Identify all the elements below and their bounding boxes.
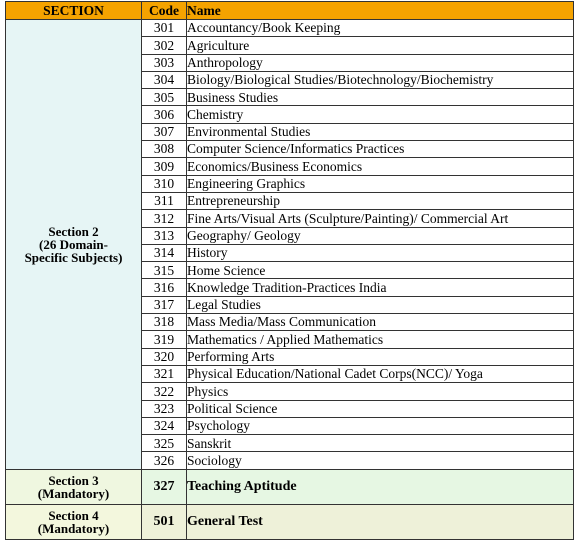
section-3-line2: (Mandatory) [37, 485, 110, 501]
subject-code: 304 [142, 71, 187, 88]
table-row [6, 20, 574, 37]
subject-name: Computer Science/Informatics Practices [187, 141, 574, 158]
subjects-table [5, 1, 574, 540]
table-row [6, 504, 574, 539]
subject-code: 321 [142, 365, 187, 382]
header-row [6, 2, 574, 20]
subject-code: 311 [142, 192, 187, 209]
header-code: Code [142, 2, 187, 20]
subject-code: 308 [142, 141, 187, 158]
subject-name: Environmental Studies [187, 123, 574, 140]
subject-code: 314 [142, 244, 187, 261]
subject-name: Engineering Graphics [187, 175, 574, 192]
subject-code: 310 [142, 175, 187, 192]
subject-name: Accountancy/Book Keeping [187, 20, 574, 37]
subject-name: Legal Studies [187, 296, 574, 313]
subject-name: Geography/ Geology [187, 227, 574, 244]
subject-name: Business Studies [187, 89, 574, 106]
section-2-label [6, 20, 142, 470]
subject-code: 322 [142, 383, 187, 400]
subject-name: Psychology [187, 417, 574, 434]
subject-code: 325 [142, 435, 187, 452]
subject-code: 320 [142, 348, 187, 365]
subject-code: 313 [142, 227, 187, 244]
subject-name: Political Science [187, 400, 574, 417]
subject-name: History [187, 244, 574, 261]
subject-name: Agriculture [187, 37, 574, 54]
subject-code: 312 [142, 210, 187, 227]
subject-code: 316 [142, 279, 187, 296]
subject-name: Mathematics / Applied Mathematics [187, 331, 574, 348]
section-3-label [6, 469, 142, 504]
subject-code: 309 [142, 158, 187, 175]
subject-name: Economics/Business Economics [187, 158, 574, 175]
subject-code: 307 [142, 123, 187, 140]
table-row [6, 469, 574, 504]
subject-code: 303 [142, 54, 187, 71]
subject-name: Sociology [187, 452, 574, 469]
subject-name: General Test [187, 504, 574, 539]
subject-code: 323 [142, 400, 187, 417]
header-name: Name [187, 2, 574, 20]
subject-code: 327 [142, 469, 187, 504]
subject-code: 318 [142, 314, 187, 331]
table-body [6, 20, 574, 540]
subject-name: Teaching Aptitude [187, 469, 574, 504]
subject-code: 305 [142, 89, 187, 106]
subject-name: Biology/Biological Studies/Biotechnology/Biochemistry [187, 71, 574, 88]
section-2-line1: Section 2 [48, 223, 99, 239]
subject-name: Performing Arts [187, 348, 574, 365]
subject-code: 324 [142, 417, 187, 434]
section-2-line3: Specific Subjects) [24, 249, 123, 265]
subject-code: 326 [142, 452, 187, 469]
subject-name: Mass Media/Mass Communication [187, 314, 574, 331]
subject-name: Fine Arts/Visual Arts (Sculpture/Painting)/ Commercial Art [187, 210, 574, 227]
section-3-line1: Section 3 [48, 472, 99, 488]
subject-code: 317 [142, 296, 187, 313]
header-section: SECTION [6, 2, 142, 20]
subject-code: 319 [142, 331, 187, 348]
subject-name: Physical Education/National Cadet Corps(NCC)/ Yoga [187, 365, 574, 382]
subject-code: 302 [142, 37, 187, 54]
subject-code: 306 [142, 106, 187, 123]
subject-name: Knowledge Tradition-Practices India [187, 279, 574, 296]
subject-code: 301 [142, 20, 187, 37]
subject-name: Chemistry [187, 106, 574, 123]
section-4-label [6, 504, 142, 539]
subject-name: Physics [187, 383, 574, 400]
subject-name: Anthropology [187, 54, 574, 71]
subject-code: 501 [142, 504, 187, 539]
subject-name: Sanskrit [187, 435, 574, 452]
section-4-line2: (Mandatory) [37, 520, 110, 536]
subject-name: Home Science [187, 262, 574, 279]
subject-code: 315 [142, 262, 187, 279]
subject-name: Entrepreneurship [187, 192, 574, 209]
section-2-line2: (26 Domain- [39, 236, 108, 252]
section-4-line1: Section 4 [48, 507, 99, 523]
